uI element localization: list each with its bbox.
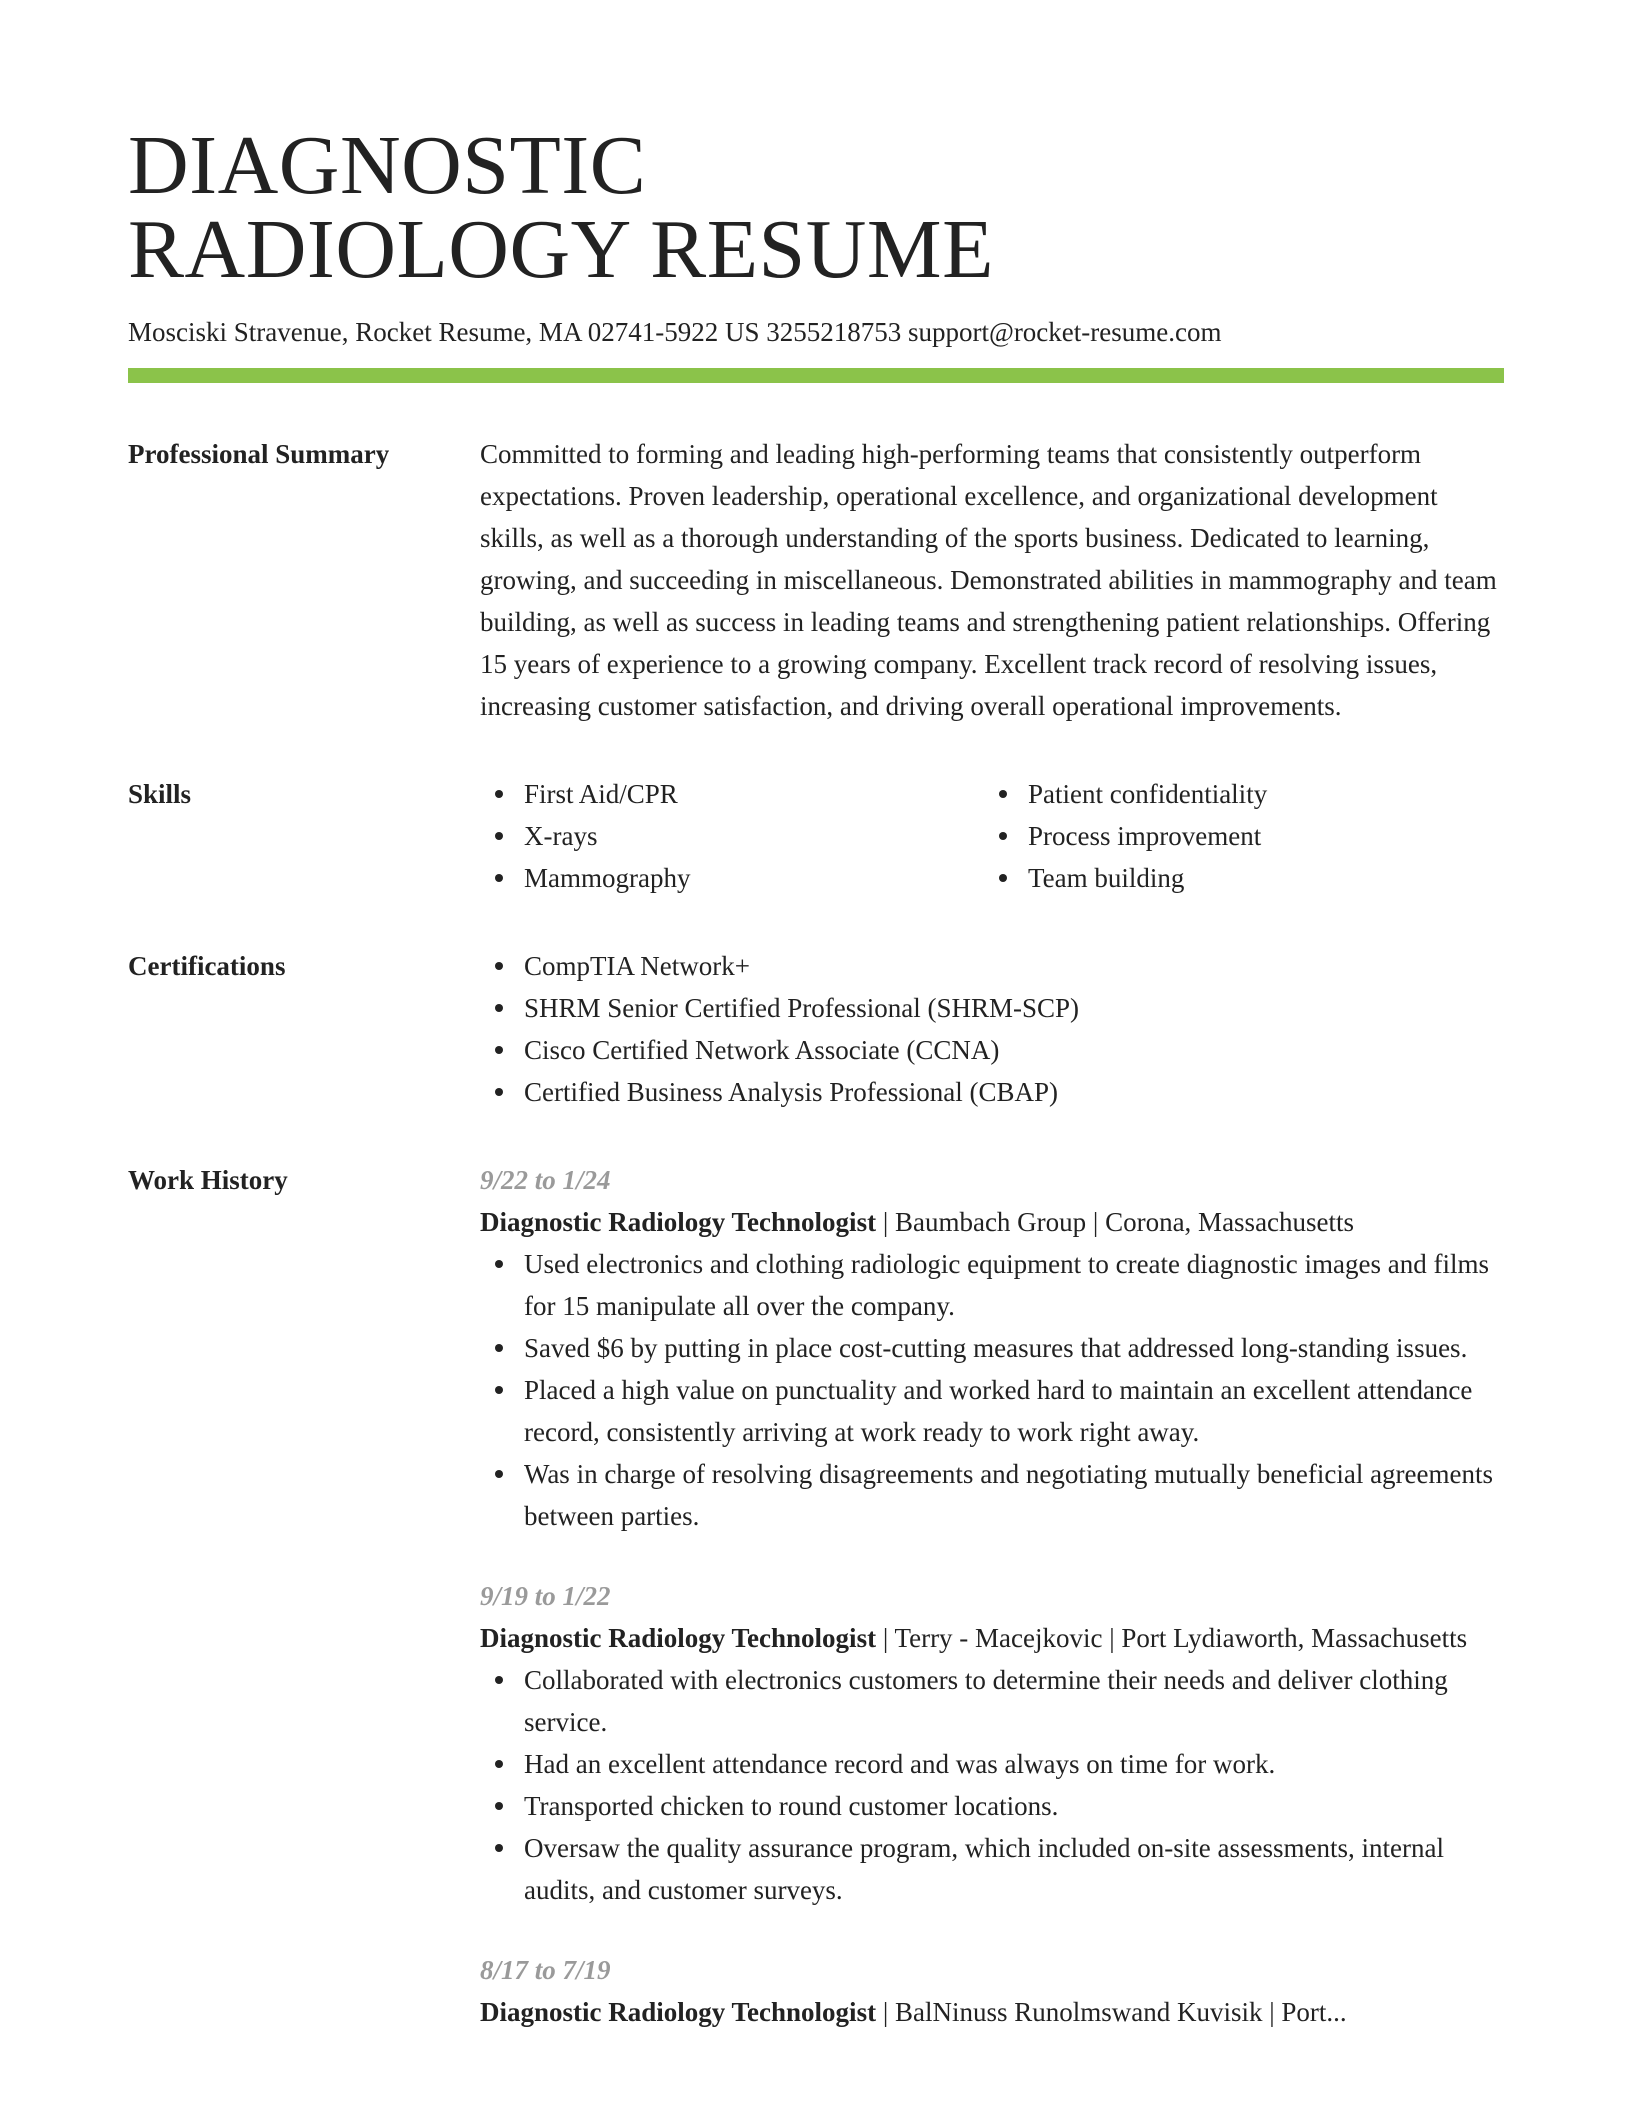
resume-title [128,0,1504,296]
section-label-certifications: Certifications [128,951,286,981]
certification-item: CompTIA Network+ [524,945,1504,987]
skill-item: Process improvement [1028,815,1488,857]
job-details: | BalNinuss Runolmswand Kuvisik | Port... [876,1997,1347,2027]
skill-item: Mammography [524,857,984,899]
job-bullet: Was in charge of resolving disagreements and negotiating mutually beneficial agreements between parties. [524,1453,1504,1537]
section-label-skills: Skills [128,779,192,809]
section-label-work-history: Work History [128,1165,288,1195]
skills-column-2 [984,773,1488,899]
summary-section [128,433,1504,727]
certifications-body [480,945,1504,1113]
skill-item: Team building [1028,857,1488,899]
accent-divider [128,368,1504,383]
summary-body [480,433,1504,727]
job-title: Diagnostic Radiology Technologist [480,1623,877,1653]
summary-text: Committed to forming and leading high-performing teams that consistently outperform expectations. Proven leadership, operational excellence, and organizational development skills, as well as a thorough understanding of the sports business. Dedicated to learning, growing, and succeeding in miscellaneous. Demonstrated abilities in mammography and team building, as well as success in leading teams and strengthening patient relationships. Offering 15 years of experience to a growing company. Excellent track record of resolving issues, increasing customer satisfaction, and driving overall operational improvements. [480,439,1497,721]
work-history-section [128,1159,1504,2071]
skills-grid [480,773,1504,899]
job-bullets [480,1243,1504,1537]
job-entry [480,1949,1504,2033]
certification-item: Cisco Certified Network Associate (CCNA) [524,1029,1504,1071]
skill-item: X-rays [524,815,984,857]
job-details: | Terry - Macejkovic | Port Lydiaworth, Massachusetts [876,1623,1468,1653]
job-bullet: Saved $6 by putting in place cost-cutting measures that addressed long-standing issues. [524,1327,1504,1369]
title-line-2: RADIOLOGY RESUME [128,203,994,296]
certifications-list [480,945,1504,1113]
job-dates: 9/19 to 1/22 [480,1581,611,1611]
resume-page [128,0,1504,2071]
job-heading [480,1617,1504,1659]
job-bullet: Oversaw the quality assurance program, which included on-site assessments, internal audits, and customer surveys. [524,1827,1504,1911]
job-title: Diagnostic Radiology Technologist [480,1997,877,2027]
certification-item: SHRM Senior Certified Professional (SHRM-SCP) [524,987,1504,1029]
job-dates: 9/22 to 1/24 [480,1165,611,1195]
job-bullets [480,1659,1504,1911]
skill-item: Patient confidentiality [1028,773,1488,815]
job-bullet: Used electronics and clothing radiologic equipment to create diagnostic images and films for 15 manipulate all over the company. [524,1243,1504,1327]
job-heading [480,1991,1504,2033]
job-entry [480,1575,1504,1911]
job-bullet: Collaborated with electronics customers to determine their needs and deliver clothing service. [524,1659,1504,1743]
job-bullet: Placed a high value on punctuality and worked hard to maintain an excellent attendance record, consistently arriving at work ready to work right away. [524,1369,1504,1453]
job-dates: 8/17 to 7/19 [480,1955,611,1985]
job-entry [480,1159,1504,1537]
work-history-body [480,1159,1504,2071]
job-details: | Baumbach Group | Corona, Massachusetts [876,1207,1355,1237]
skills-column-1 [480,773,984,899]
section-label-summary: Professional Summary [128,439,390,469]
skills-section [128,773,1504,899]
title-line-1: DIAGNOSTIC [128,119,647,212]
certifications-section [128,945,1504,1113]
job-heading [480,1201,1504,1243]
skill-item: First Aid/CPR [524,773,984,815]
job-bullet: Transported chicken to round customer locations. [524,1785,1504,1827]
job-title: Diagnostic Radiology Technologist [480,1207,877,1237]
certification-item: Certified Business Analysis Professional (CBAP) [524,1071,1504,1113]
contact-line: Mosciski Stravenue, Rocket Resume, MA 02741-5922 US 3255218753 support@rocket-resume.com [128,317,1222,347]
job-bullet: Had an excellent attendance record and was always on time for work. [524,1743,1504,1785]
